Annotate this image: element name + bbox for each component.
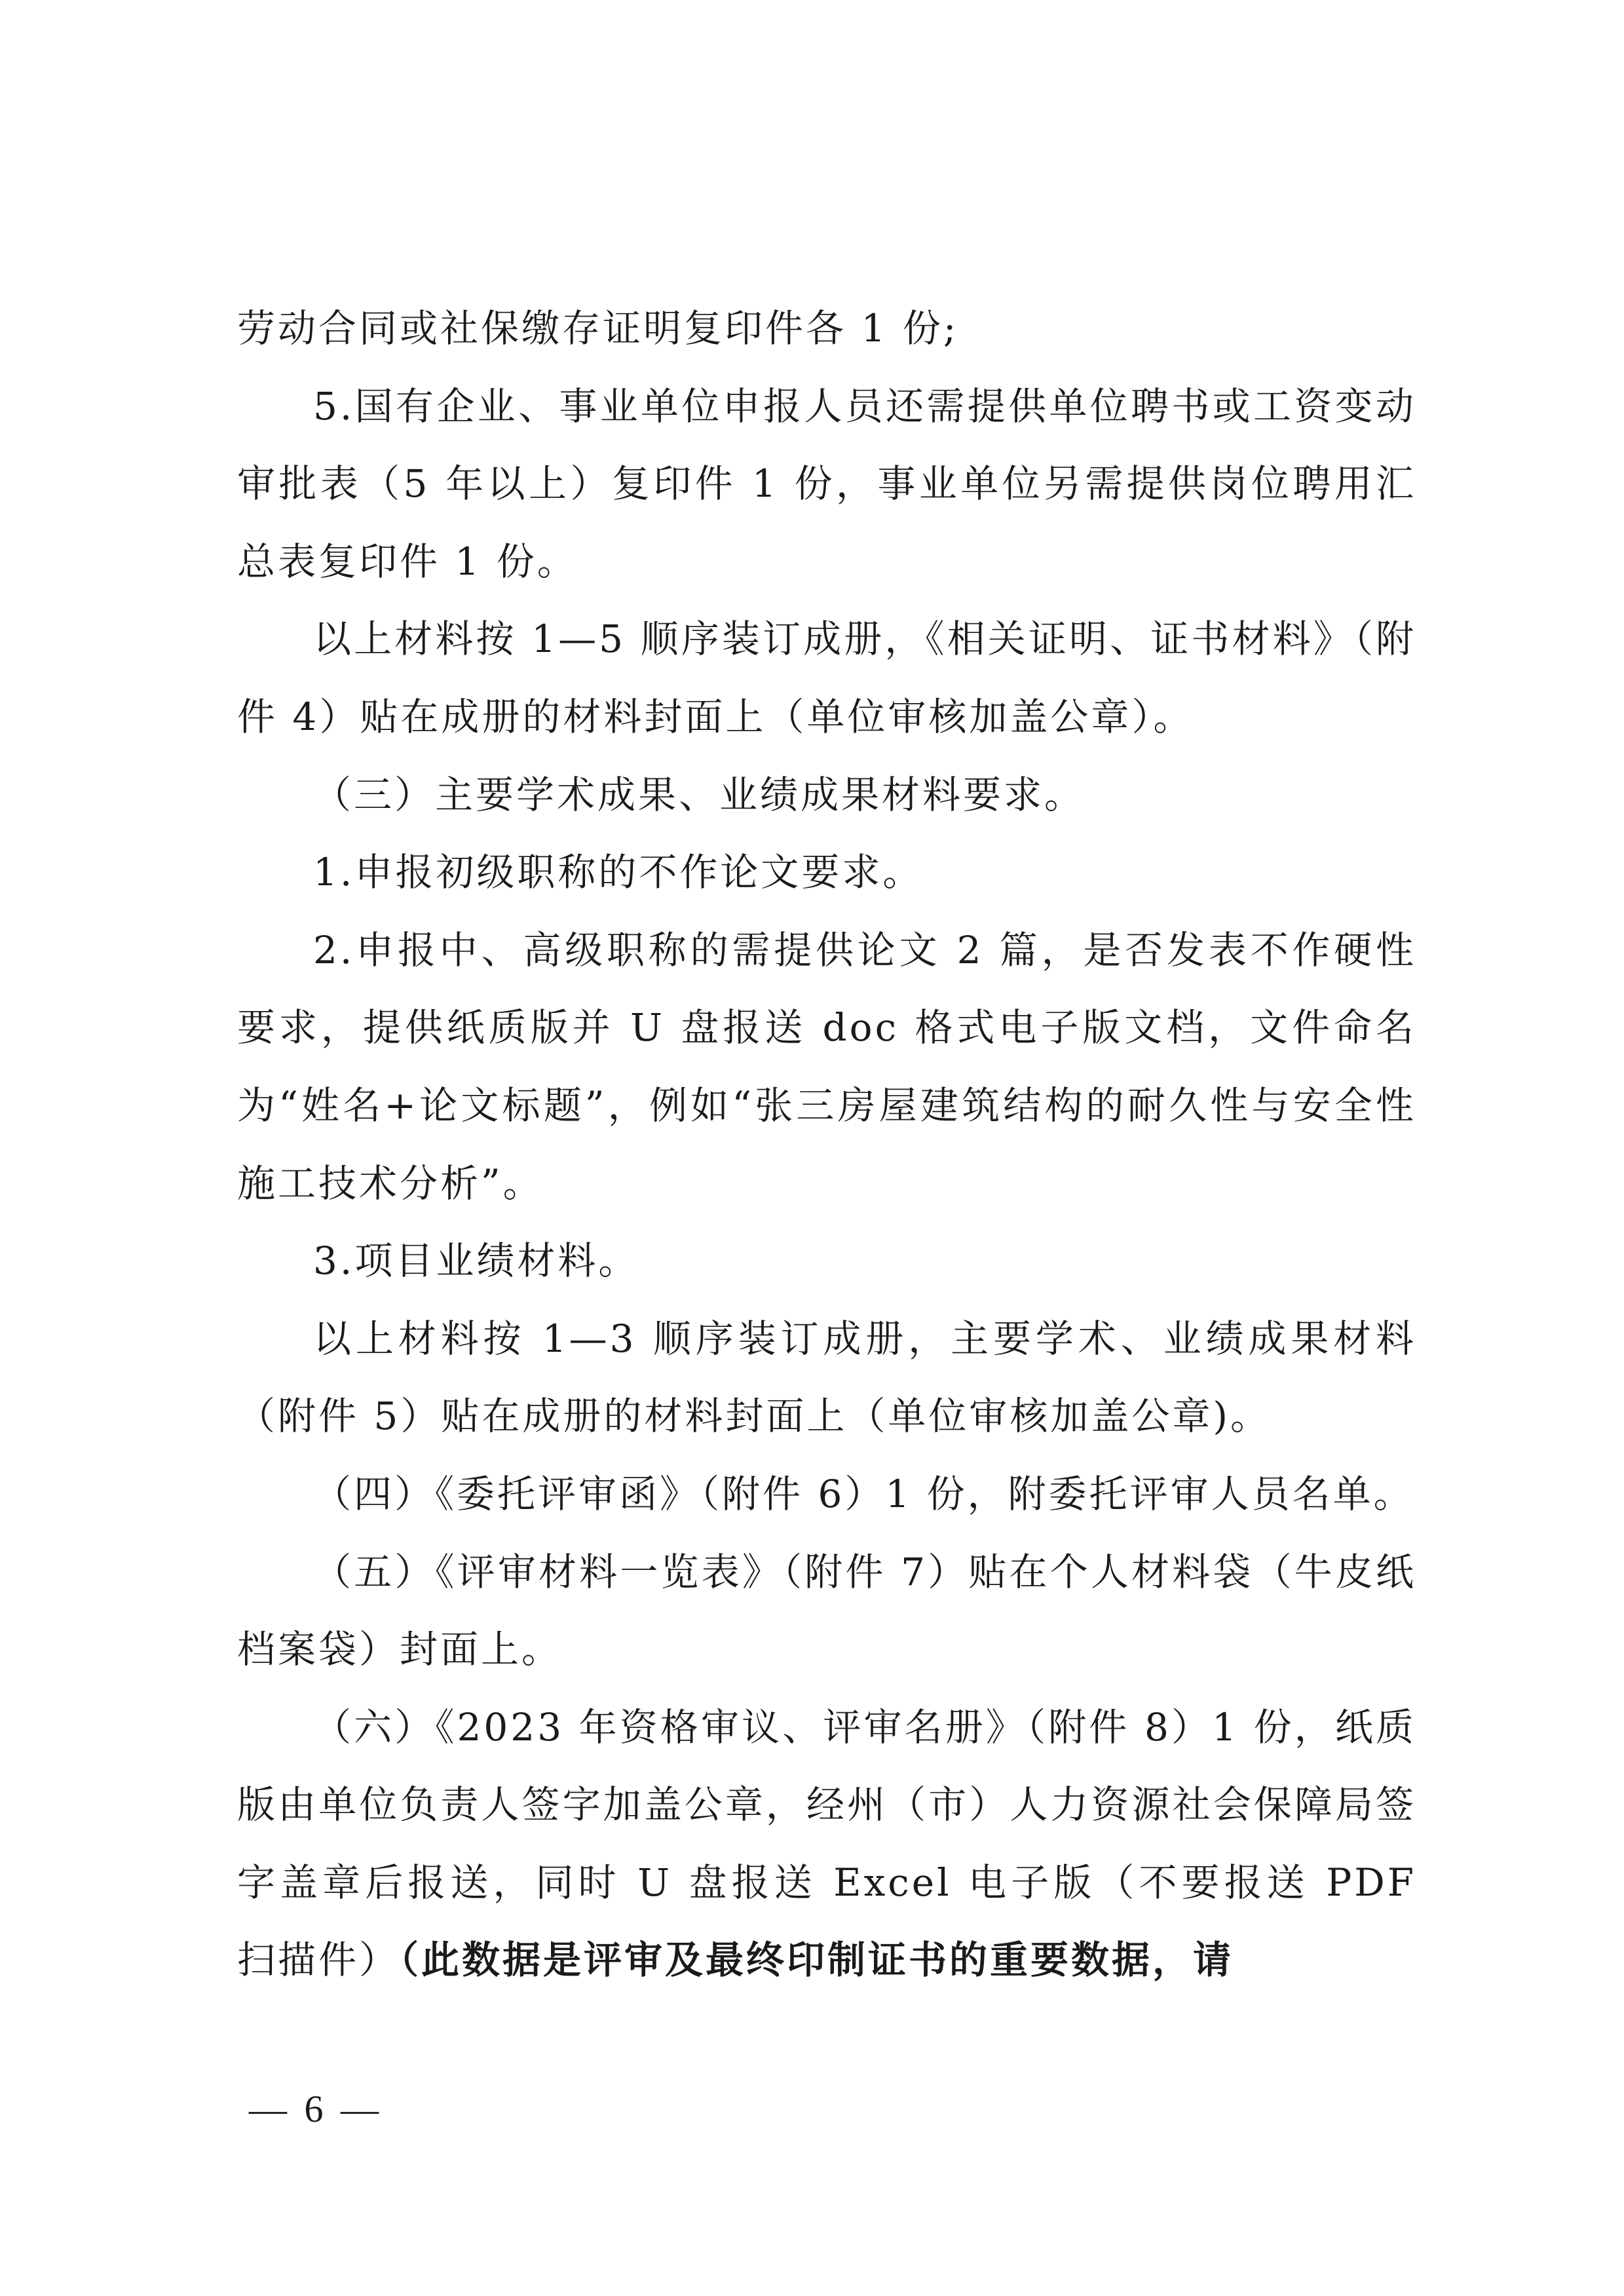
page-number: — 6 — (249, 2088, 383, 2130)
paragraph: 劳动合同或社保缴存证明复印件各 1 份; (237, 306, 959, 351)
section-heading: （三）主要学术成果、业绩成果材料要求。 (313, 772, 1086, 817)
paragraph: 以上材料按 1—5 顺序装订成册，《相关证明、证书材料》（附件 4）贴在成册的材料封面上（单位审核加盖公章）。 (237, 617, 1416, 739)
paragraph-text: （六）《2023 年资格审议、评审名册》（附件 8）1 份，纸质版由单位负责人签字加盖公章，经州（市）人力资源社会保障局签字盖章后报送，同时 U 盘报送 Excel 电子版（不要报送 PDF 扫描件） (237, 1704, 1416, 1983)
paragraph: 5.国有企业、事业单位申报人员还需提供单位聘书或工资变动审批表（5 年以上）复印件 1 份，事业单位另需提供岗位聘用汇总表复印件 1 份。 (237, 383, 1416, 584)
section-heading: （四）《委托评审函》（附件 6）1 份，附委托评审人员名单。 (313, 1471, 1414, 1516)
paragraph: 1.申报初级职称的不作论文要求。 (313, 850, 924, 895)
bold-emphasis: （此数据是评审及最终印制证书的重要数据，请 (400, 1938, 1234, 1983)
section-heading (237, 1689, 1416, 1999)
paragraph: 3.项目业绩材料。 (313, 1238, 639, 1284)
document-body (237, 290, 1416, 1999)
section-heading: （五）《评审材料一览表》（附件 7）贴在个人材料袋（牛皮纸档案袋）封面上。 (237, 1549, 1416, 1672)
paragraph: 以上材料按 1—3 顺序装订成册，主要学术、业绩成果材料（附件 5）贴在成册的材料封面上（单位审核加盖公章)。 (237, 1316, 1416, 1439)
paragraph: 2.申报中、高级职称的需提供论文 2 篇，是否发表不作硬性要求，提供纸质版并 U 盘报送 doc 格式电子版文档，文件命名为“姓名+论文标题”，例如“张三房屋建筑结构的耐久性与安全性施工技术分析”。 (237, 927, 1416, 1206)
